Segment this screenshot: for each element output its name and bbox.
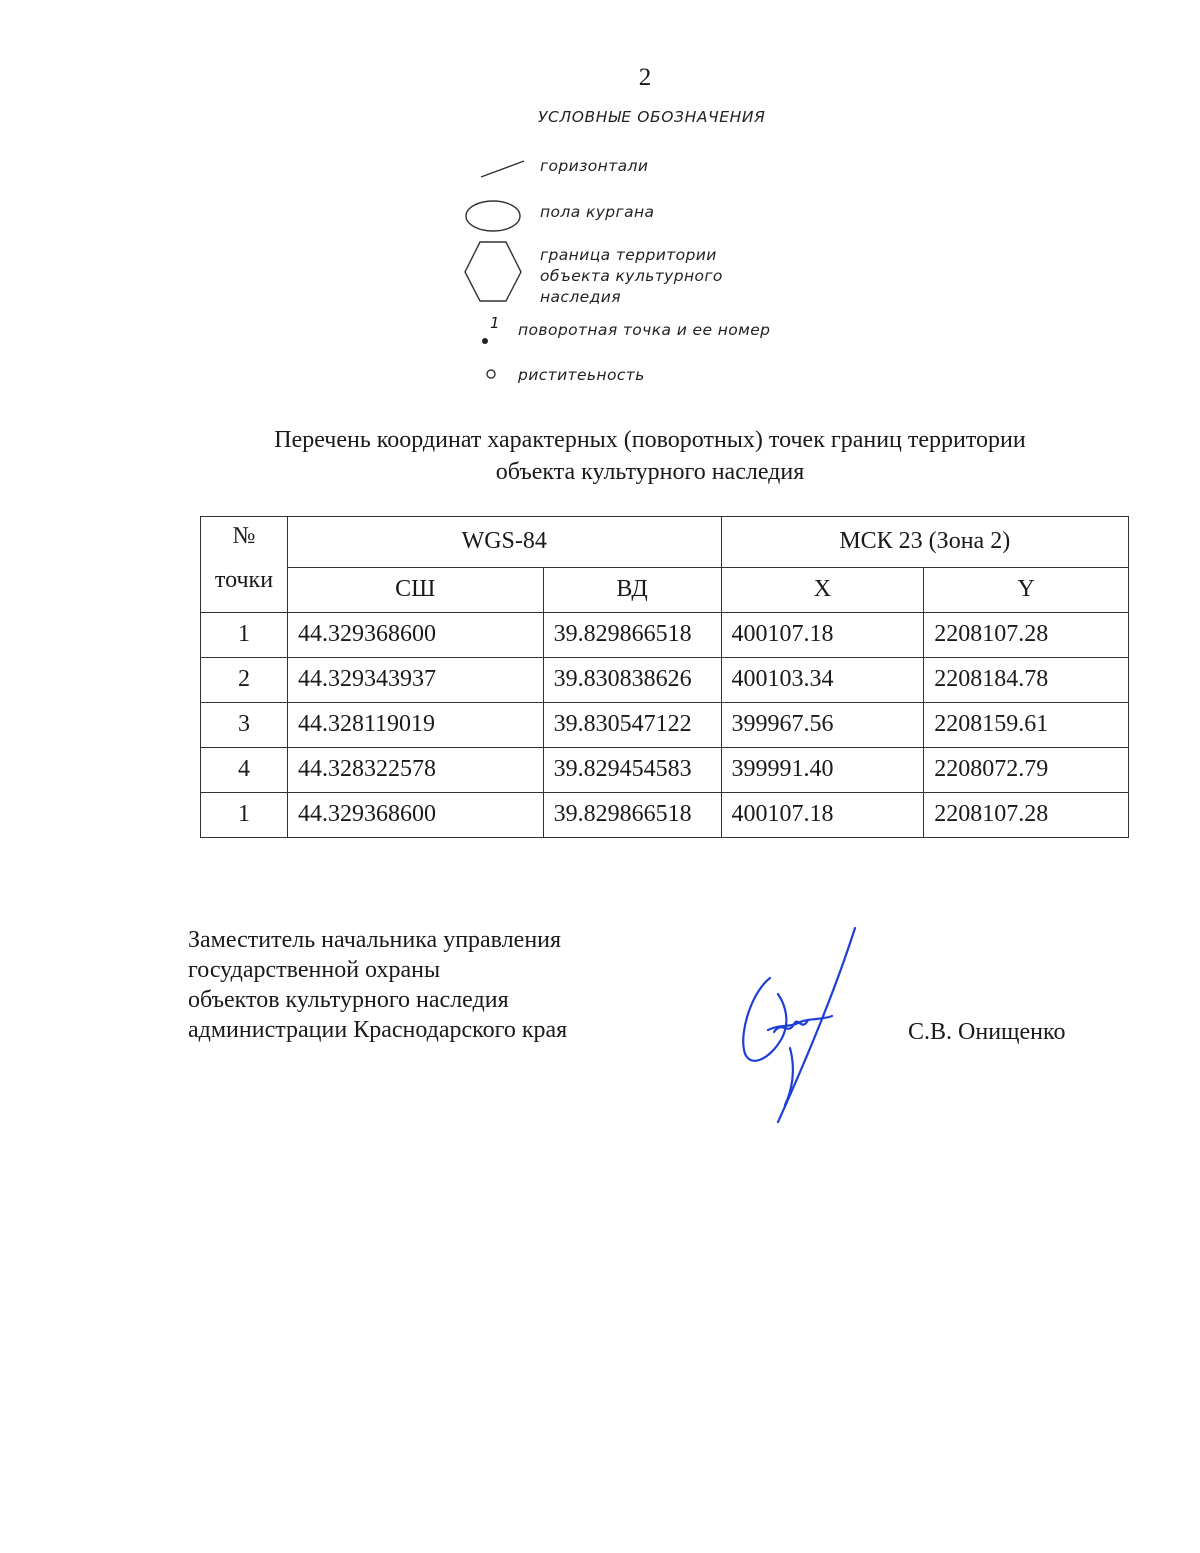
cell-y: 2208159.61 (924, 702, 1129, 747)
legend-label-boundary: граница территории объекта культурного наследия (540, 246, 723, 306)
cell-x: 400107.18 (721, 612, 924, 657)
legend-label-turning-point: поворотная точка и ее номер (518, 321, 771, 339)
cell-lon: 39.829454583 (543, 747, 721, 792)
cell-lon: 39.829866518 (543, 792, 721, 837)
cell-y: 2208184.78 (924, 657, 1129, 702)
vegetation-circle-icon (484, 367, 498, 381)
turning-point-icon (478, 314, 508, 348)
table-row (201, 702, 1129, 747)
legend-label-vegetation: риститеьность (518, 366, 645, 384)
signatory-name: С.В. Онищенко (908, 1019, 1066, 1045)
cell-lon: 39.830838626 (543, 657, 721, 702)
cell-lat: 44.328119019 (287, 702, 543, 747)
header-msk23: МСК 23 (Зона 2) (721, 517, 1128, 568)
cell-lat: 44.328322578 (287, 747, 543, 792)
cell-lon: 39.830547122 (543, 702, 721, 747)
cell-lon: 39.829866518 (543, 612, 721, 657)
cell-x: 399991.40 (721, 747, 924, 792)
header-number-top: № (201, 517, 288, 568)
cell-y: 2208107.28 (924, 612, 1129, 657)
contour-line-icon (478, 156, 528, 180)
cell-point-number: 2 (201, 657, 288, 702)
header-wgs84: WGS-84 (287, 517, 721, 568)
ellipse-icon (462, 196, 524, 236)
hexagon-icon (460, 238, 526, 306)
header-y: Y (924, 567, 1129, 612)
cell-point-number: 3 (201, 702, 288, 747)
table-row (201, 747, 1129, 792)
cell-x: 400103.34 (721, 657, 924, 702)
cell-y: 2208107.28 (924, 792, 1129, 837)
legend-label-contours: горизонтали (540, 157, 649, 175)
handwritten-signature (730, 920, 870, 1130)
table-row (201, 612, 1129, 657)
caption-line-1: Перечень координат характерных (поворотных) точек границ территории (274, 427, 1026, 453)
cell-point-number: 1 (201, 612, 288, 657)
header-lon: ВД (543, 567, 721, 612)
cell-point-number: 4 (201, 747, 288, 792)
legend-title: УСЛОВНЫЕ ОБОЗНАЧЕНИЯ (538, 108, 766, 126)
turning-point-number: 1 (490, 314, 500, 332)
table-caption (180, 424, 1120, 488)
signatory-title: Заместитель начальника управления государственной охраны объектов культурного наследия администрации Краснодарского края (188, 927, 568, 1043)
cell-y: 2208072.79 (924, 747, 1129, 792)
table-header-row-1 (201, 517, 1129, 568)
cell-x: 400107.18 (721, 792, 924, 837)
cell-lat: 44.329368600 (287, 792, 543, 837)
table-row (201, 657, 1129, 702)
table-row (201, 792, 1129, 837)
coordinates-table (200, 516, 1129, 838)
legend-label-mound: пола кургана (540, 203, 655, 221)
turning-point-dot (482, 338, 488, 344)
caption-line-2: объекта культурного наследия (495, 459, 805, 485)
header-lat: СШ (287, 567, 543, 612)
cell-x: 399967.56 (721, 702, 924, 747)
page-number: 2 (638, 64, 652, 91)
header-x: X (721, 567, 924, 612)
header-number-bottom: точки (201, 567, 288, 612)
table-header-row-2 (201, 567, 1129, 612)
cell-lat: 44.329343937 (287, 657, 543, 702)
cell-point-number: 1 (201, 792, 288, 837)
cell-lat: 44.329368600 (287, 612, 543, 657)
